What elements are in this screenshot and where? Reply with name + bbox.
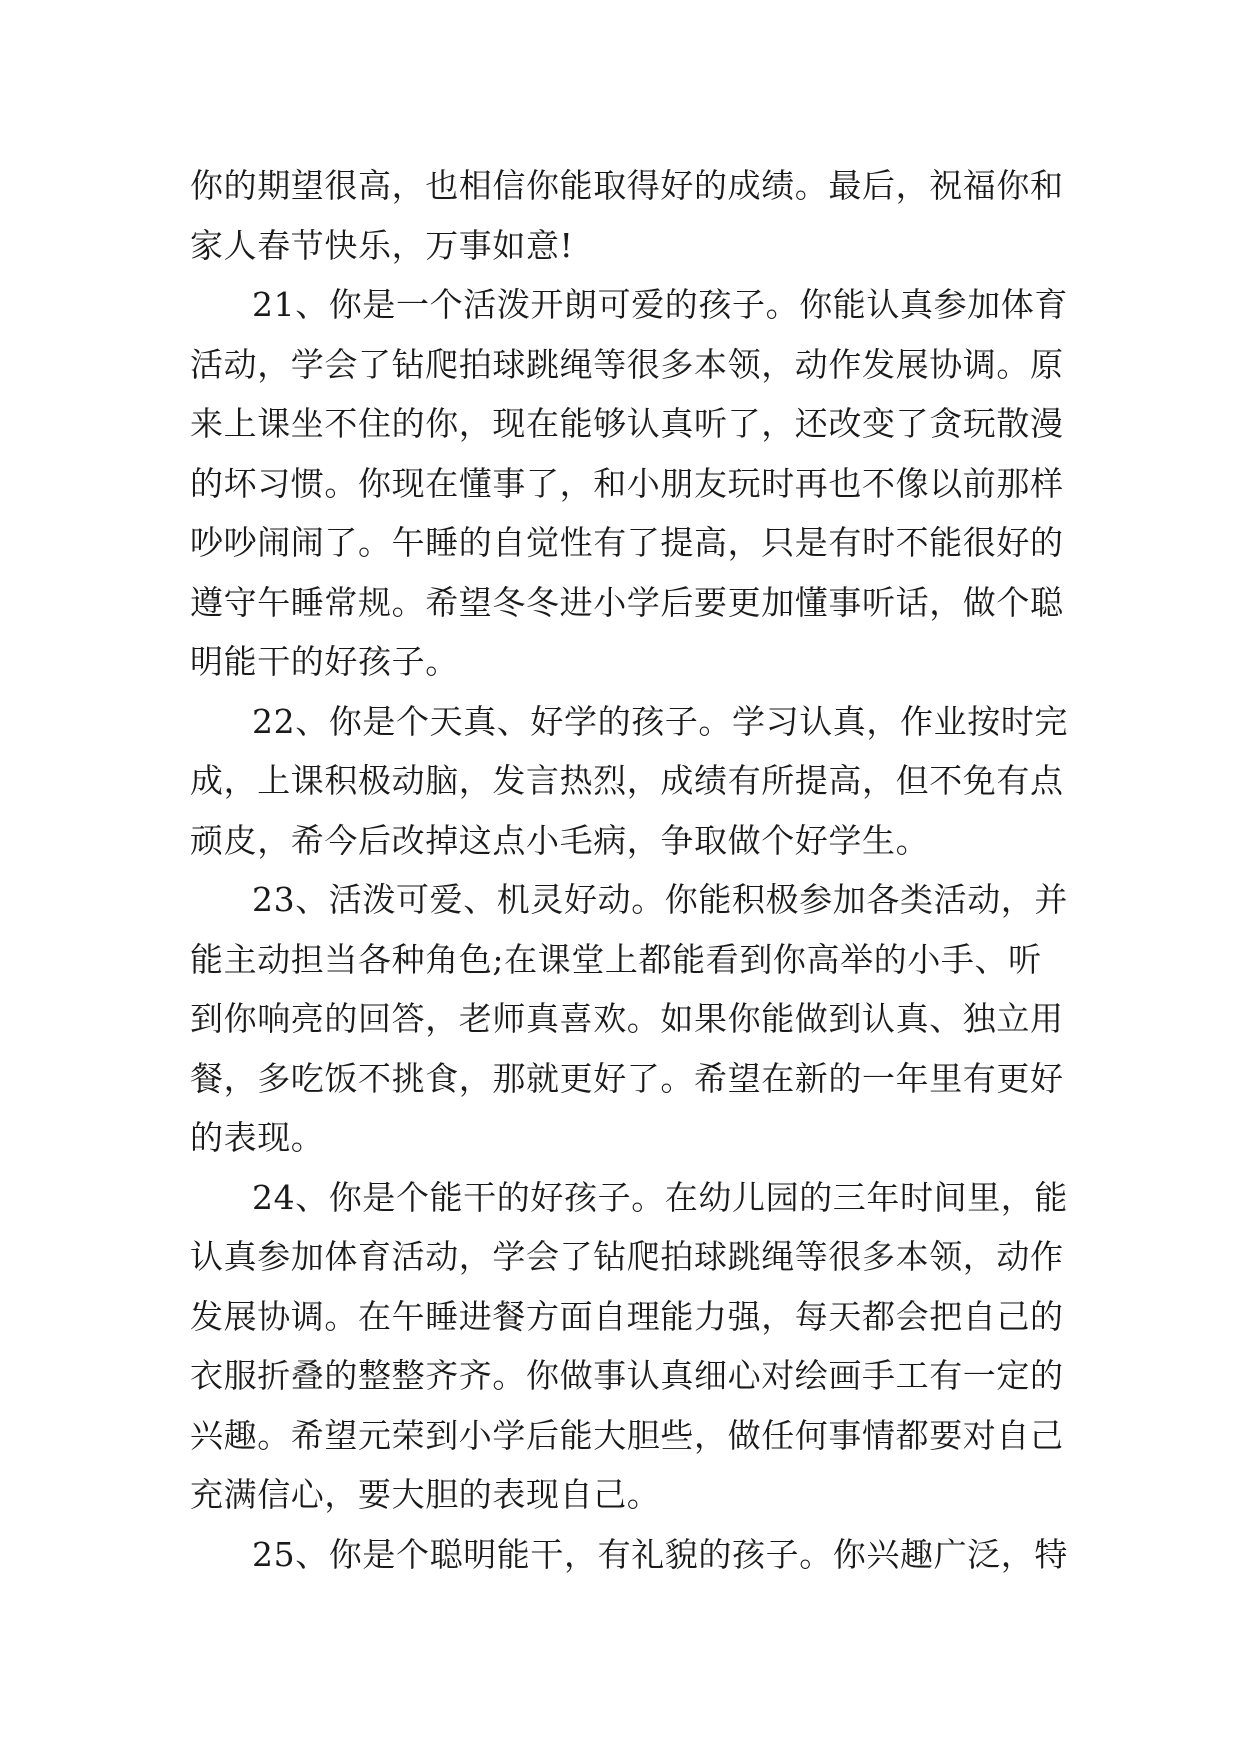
text-line: 餐，多吃饭不挑食，那就更好了。希望在新的一年里有更好 (190, 1058, 1064, 1098)
text-line: 能主动担当各种角色;在课堂上都能看到你高举的小手、听 (190, 939, 1042, 979)
text-line: 认真参加体育活动，学会了钻爬拍球跳绳等很多本领，动作 (190, 1237, 1064, 1276)
paragraph-first-line: 22、你是个天真、好学的孩子。学习认真，作业按时完 (252, 701, 1068, 741)
text-line: 的坏习惯。你现在懂事了，和小朋友玩时再也不像以前那样 (190, 463, 1064, 503)
text-line: 吵吵闹闹了。午睡的自觉性有了提高，只是有时不能很好的 (190, 523, 1064, 562)
text-line: 明能干的好孩子。 (190, 642, 459, 681)
text-line: 兴趣。希望元荣到小学后能大胆些，做任何事情都要对自己 (190, 1415, 1064, 1455)
paragraph-first-line: 25、你是个聪明能干，有礼貌的孩子。你兴趣广泛，特 (252, 1534, 1068, 1574)
paragraph-first-line: 24、你是个能干的好孩子。在幼儿园的三年时间里，能 (252, 1177, 1068, 1217)
text-line: 来上课坐不住的你，现在能够认真听了，还改变了贪玩散漫 (190, 404, 1064, 443)
text-line: 遵守午睡常规。希望冬冬进小学后要更加懂事听话，做个聪 (190, 582, 1064, 622)
text-line: 成，上课积极动脑，发言热烈，成绩有所提高，但不免有点 (190, 761, 1064, 800)
text-line: 衣服折叠的整整齐齐。你做事认真细心对绘画手工有一定的 (190, 1356, 1064, 1395)
text-line: 发展协调。在午睡进餐方面自理能力强，每天都会把自己的 (190, 1296, 1064, 1336)
paragraph-first-line: 21、你是一个活泼开朗可爱的孩子。你能认真参加体育 (252, 285, 1068, 324)
text-line: 你的期望很高，也相信你能取得好的成绩。最后，祝福你和 (190, 166, 1064, 205)
text-line: 家人春节快乐，万事如意! (190, 225, 574, 265)
text-line: 顽皮，希今后改掉这点小毛病，争取做个好学生。 (190, 820, 930, 860)
text-line: 充满信心，要大胆的表现自己。 (190, 1475, 661, 1514)
text-line: 的表现。 (190, 1118, 325, 1157)
text-line: 活动，学会了钻爬拍球跳绳等很多本领，动作发展协调。原 (190, 344, 1064, 384)
paragraph-first-line: 23、活泼可爱、机灵好动。你能积极参加各类活动，并 (252, 880, 1068, 919)
document-body (190, 156, 1068, 1584)
text-line: 到你响亮的回答，老师真喜欢。如果你能做到认真、独立用 (190, 999, 1064, 1038)
